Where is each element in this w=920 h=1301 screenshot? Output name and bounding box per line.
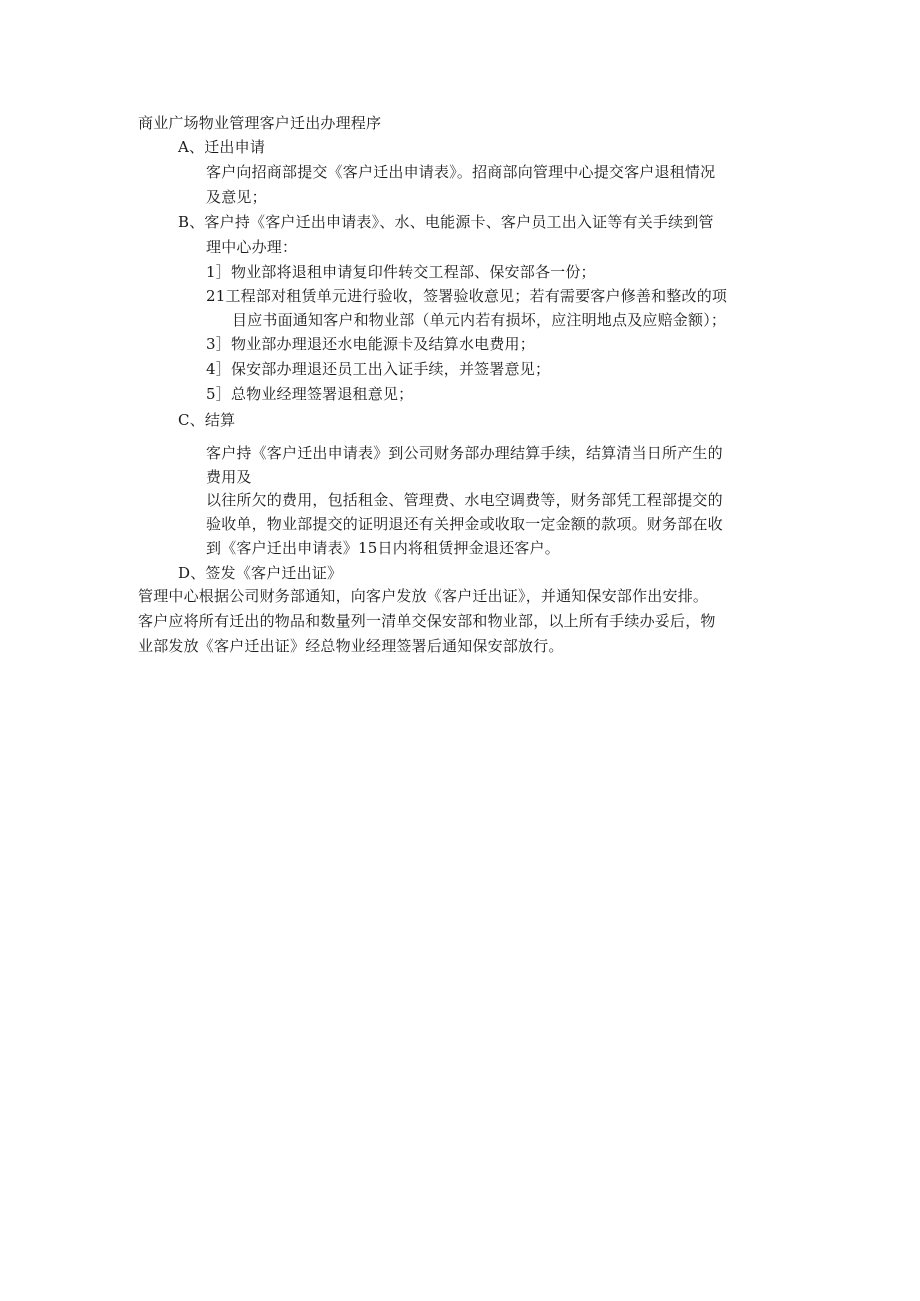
section-b-item: 1］物业部将退租申请复印件转交工程部、保安部各一份； xyxy=(206,263,596,281)
section-c-line: 费用及 xyxy=(206,468,252,486)
section-a-heading: A、迁出申请 xyxy=(178,138,266,156)
section-c-line: 以往所欠的费用，包括租金、管理费、水电空调费等，财务部凭工程部提交的 xyxy=(206,491,723,509)
section-b-heading: 理中心办理： xyxy=(206,238,298,256)
section-b-item: 4］保安部办理退还员工出入证手续，并签署意见； xyxy=(206,360,551,378)
section-a-body-line: 及意见； xyxy=(206,188,267,206)
section-b-item: 5］总物业经理签署退租意见； xyxy=(206,385,414,403)
section-c-line: 到《客户迁出申请表》15日内将租赁押金退还客户。 xyxy=(206,539,560,557)
section-d-line: 业部发放《客户迁出证》经总物业经理签署后通知保安部放行。 xyxy=(138,637,564,655)
section-b-heading: B、客户持《客户迁出申请表》、水、电能源卡、客户员工出入证等有关手续到管 xyxy=(178,213,714,231)
section-a-body-line: 客户向招商部提交《客户迁出申请表》。招商部向管理中心提交客户退租情况 xyxy=(206,163,716,181)
section-c-line: 客户持《客户迁出申请表》到公司财务部办理结算手续，结算清当日所产生的 xyxy=(206,444,723,462)
section-d-heading: D、签发《客户迁出证》 xyxy=(178,564,343,582)
document-title: 商业广场物业管理客户迁出办理程序 xyxy=(138,114,382,132)
section-d-line: 客户应将所有迁出的物品和数量列一清单交保安部和物业部，以上所有手续办妥后，物 xyxy=(138,612,716,630)
section-b-item: 目应书面通知客户和物业部（单元内若有损坏，应注明地点及应赔金额）； xyxy=(232,311,727,329)
section-b-item: 3］物业部办理退还水电能源卡及结算水电费用； xyxy=(206,335,535,353)
section-c-line: 验收单，物业部提交的证明退还有关押金或收取一定金额的款项。财务部在收 xyxy=(206,515,723,533)
section-d-line: 管理中心根据公司财务部通知，向客户发放《客户迁出证》，并通知保安部作出安排。 xyxy=(138,587,709,605)
section-b-item: 21工程部对租赁单元进行验收，签署验收意见；若有需要客户修善和整改的项 xyxy=(206,287,728,305)
section-c-heading: C、结算 xyxy=(178,411,236,429)
